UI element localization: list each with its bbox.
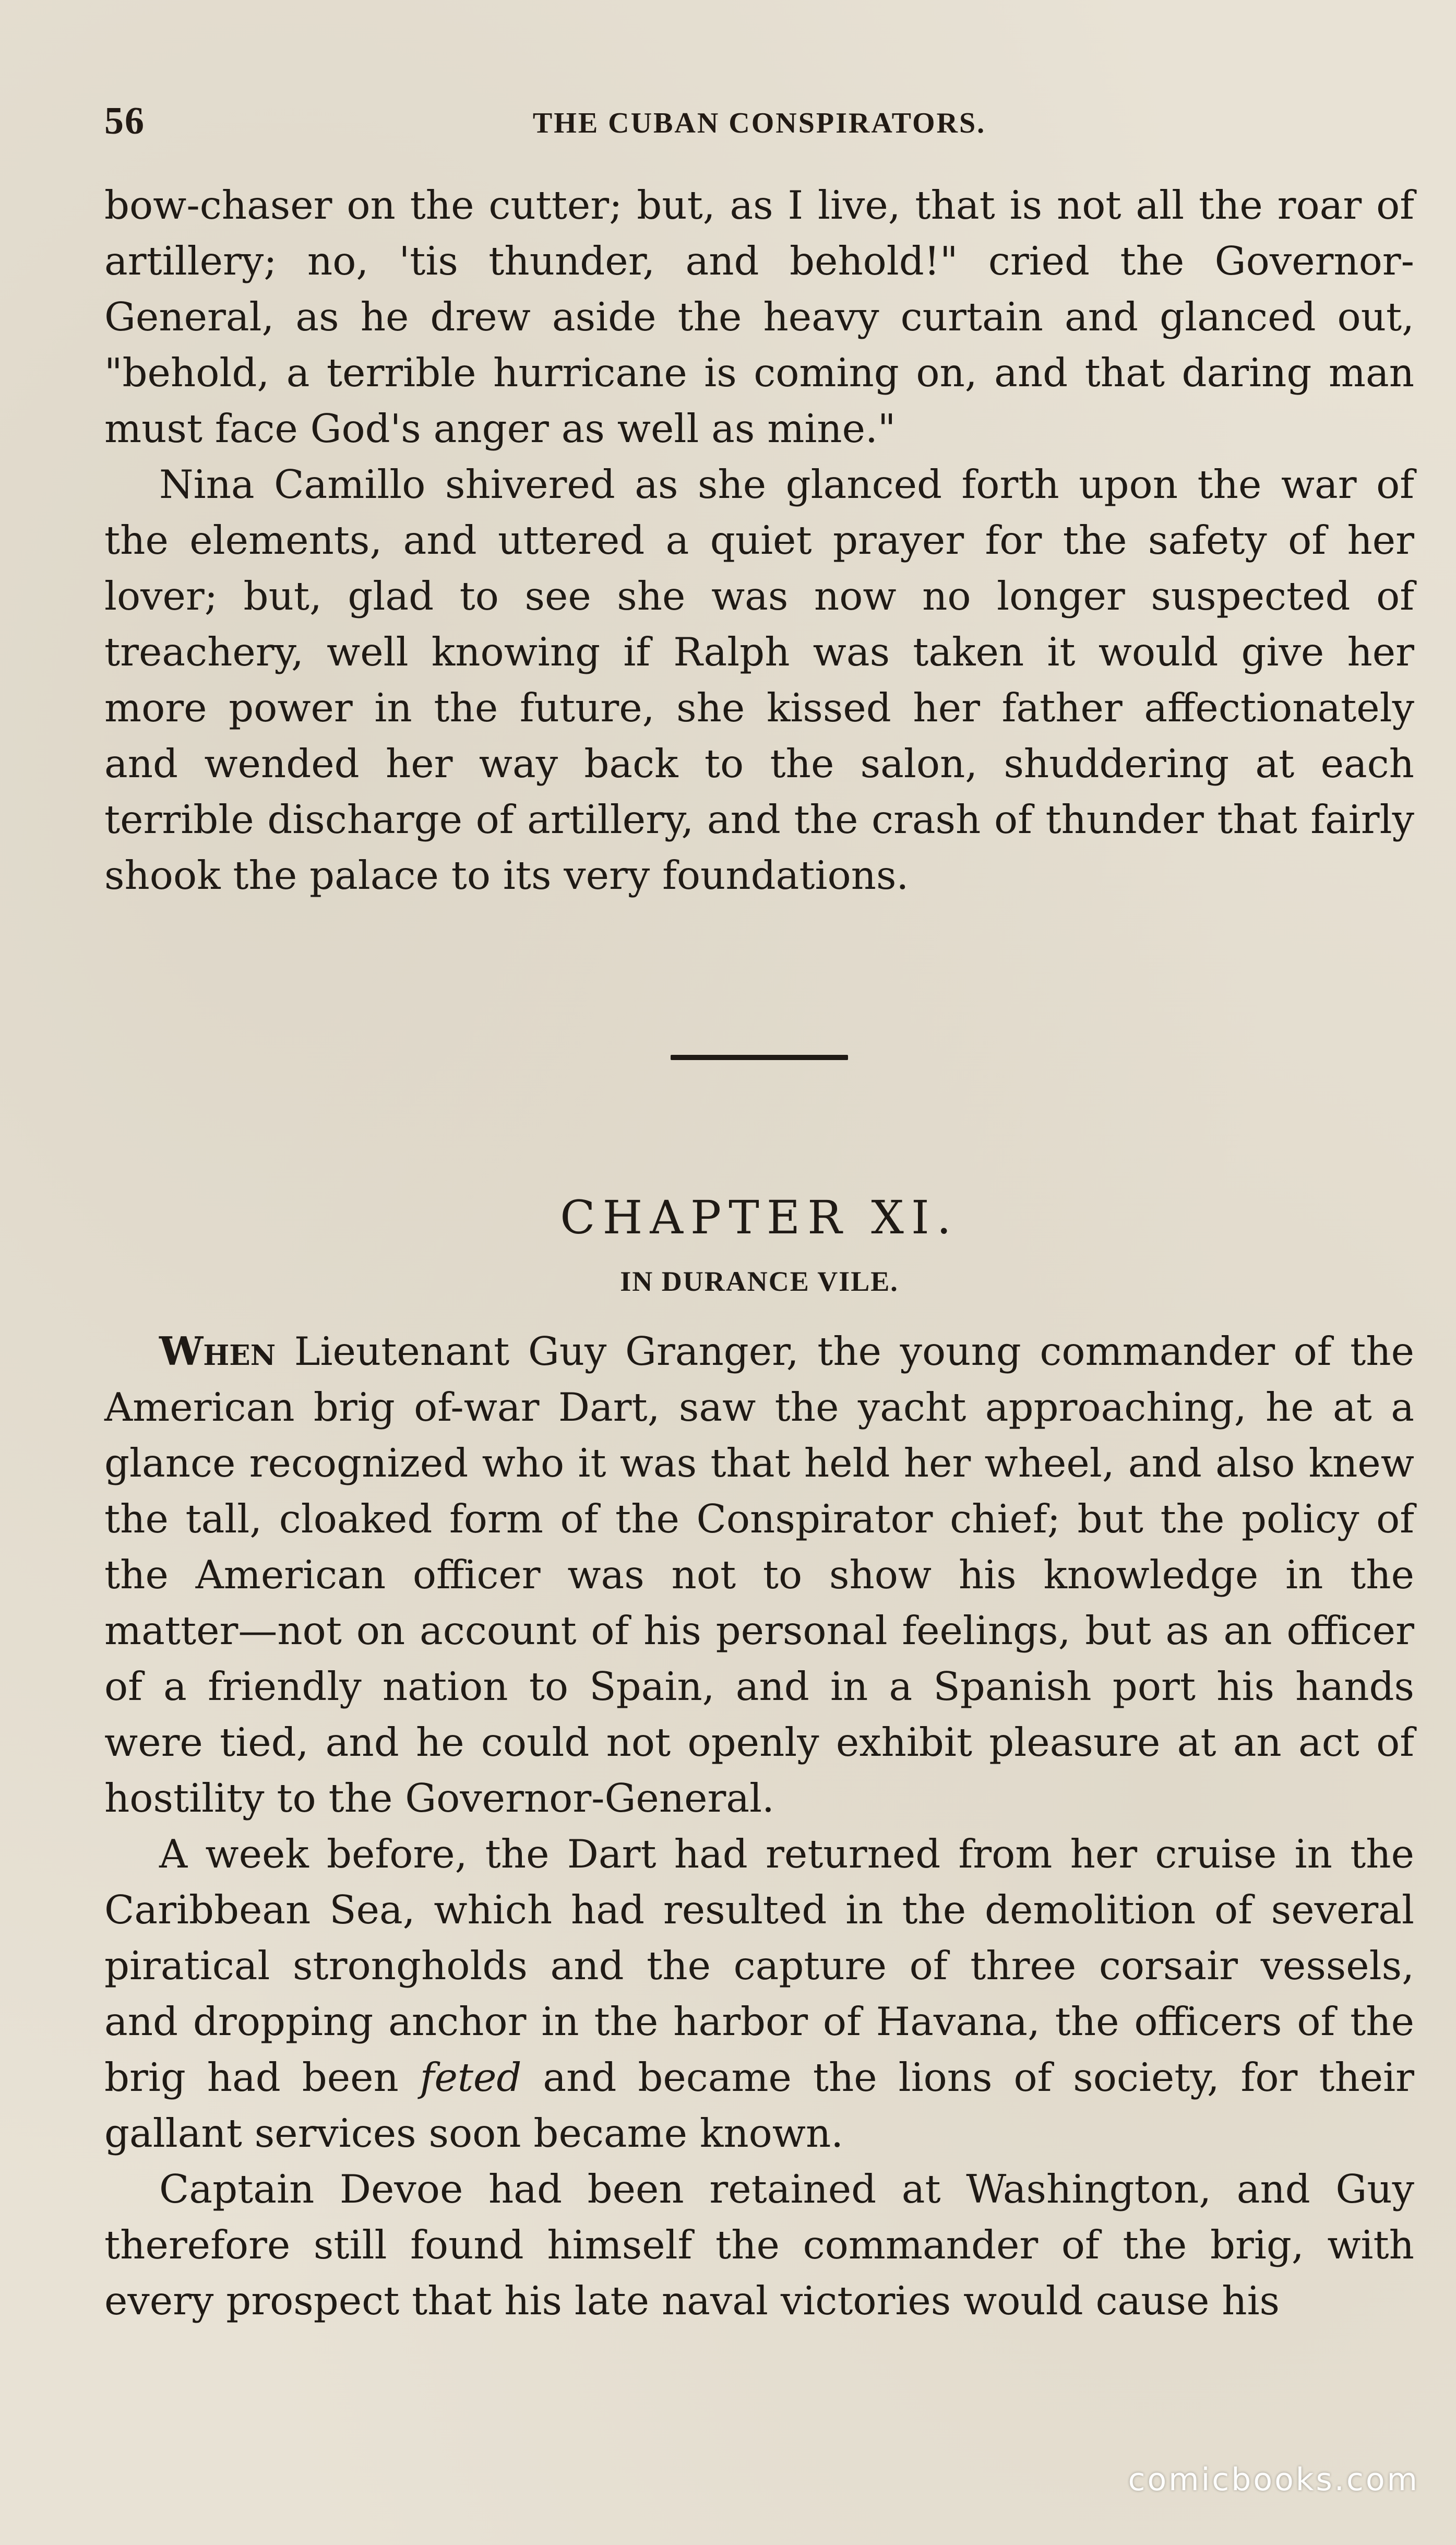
chapter-title: CHAPTER XI. xyxy=(560,1191,959,1244)
body-paragraph-1: bow-chaser on the cutter; but, as I live, that is not all the roar of artillery; no, 'tis thunder, and behold!" cried the Governor-General, as he drew aside the heavy curtain and glanced out, "behold, a terrible hurricane is coming on, and that daring man must face God's anger as well as mine." xyxy=(104,182,1414,451)
chapter-paragraph-1 xyxy=(104,1324,1414,1826)
watermark-logo: comicbooks.com xyxy=(1128,2461,1419,2498)
page-header xyxy=(104,94,1414,146)
chapter-paragraph-2-text-a: A week before, the Dart had returned from her cruise in the Caribbean Sea, which had resulted in the demolition of several piratical strongholds and the capture of three corsair vessels, and dropping anchor in the harbor of Havana, the officers of the brig had been xyxy=(104,1831,1414,2100)
chapter-opening-word: When xyxy=(159,1328,276,1374)
chapter-paragraph-2-text-b: and became the lions of society, for their gallant services soon became known. xyxy=(104,2054,1414,2156)
page-content xyxy=(104,94,1414,2329)
chapter-paragraph-1-text: Lieutenant Guy Granger, the young commander of the American brig of-war Dart, saw the yacht approaching, he at a glance recognized who it was that held her wheel, and also knew the tall, cloaked form of the Conspirator chief; but the policy of the American officer was not to show his knowledge in the matter—not on account of his personal feelings, but as an officer of a friendly nation to Spain, and in a Spanish port his hands were tied, and he could not openly exhibit pleasure at an act of hostility to the Governor-General. xyxy=(104,1328,1414,1821)
chapter-subtitle: IN DURANCE VILE. xyxy=(620,1266,899,1297)
section-divider xyxy=(671,1055,848,1060)
chapter-paragraph-2-italic: feted xyxy=(420,2054,522,2100)
chapter-body xyxy=(104,1324,1414,2329)
body-paragraph-2: Nina Camillo shivered as she glanced forth upon the war of the elements, and uttered a quiet prayer for the safety of her lover; but, glad to see she was now no longer suspected of treachery, well knowing if Ralph was taken it would give her more power in the future, she kissed her father affectionately and wended her way back to the salon, shuddering at each terrible discharge of artillery, and the crash of thunder that fairly shook the palace to its very foundations. xyxy=(104,461,1414,898)
page-number: 56 xyxy=(104,100,145,142)
running-head: THE CUBAN CONSPIRATORS. xyxy=(532,107,986,139)
chapter-paragraph-2 xyxy=(104,1826,1414,2161)
chapter-paragraph-3: Captain Devoe had been retained at Washington, and Guy therefore still found himself the commander of the brig, with every prospect that his late naval victories would cause his xyxy=(104,2166,1414,2324)
